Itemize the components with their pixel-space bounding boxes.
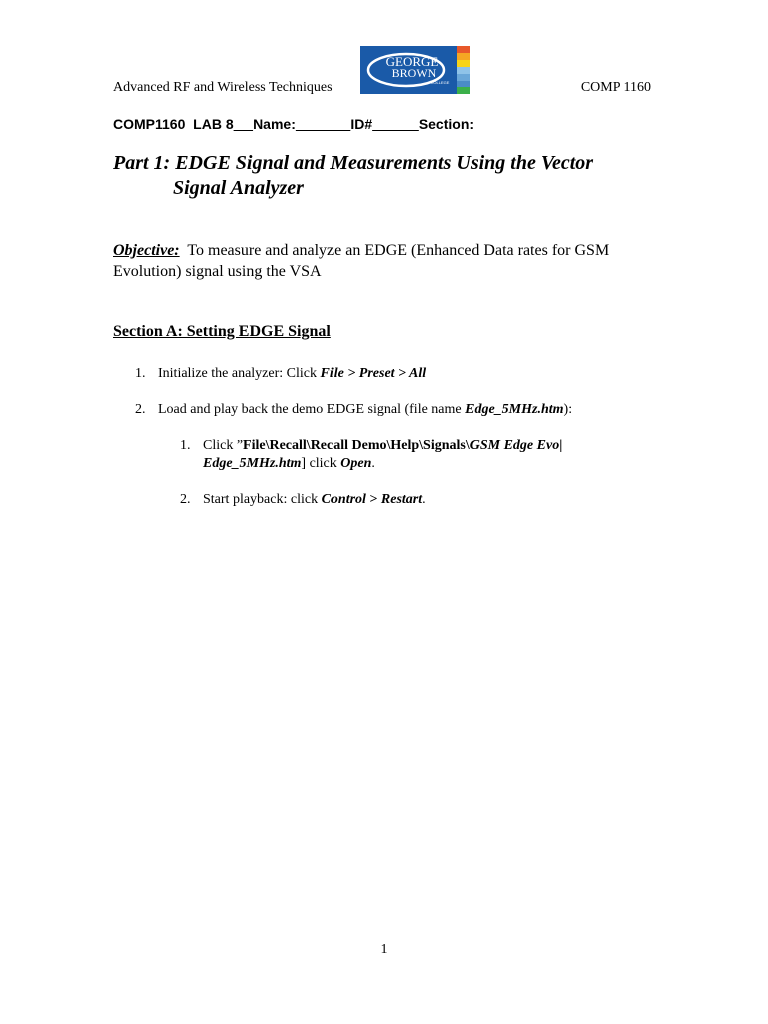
- part-title-line2: Signal Analyzer: [173, 177, 304, 199]
- lab-info-line: [113, 116, 474, 132]
- item-text: Load and play back the demo EDGE signal (file name: [158, 402, 466, 417]
- svg-text:GEORGE: GEORGE: [385, 54, 439, 69]
- objective-text: To measure and analyze an EDGE (Enhanced Data rates for GSM Evolution) signal using the VSA: [113, 242, 610, 280]
- item-number: 1.: [135, 366, 146, 381]
- path-separator: |: [559, 438, 563, 453]
- course-code: COMP 1160: [580, 80, 651, 95]
- list-item: [180, 491, 650, 509]
- course-name: Advanced RF and Wireless Techniques: [113, 80, 333, 95]
- part-title-line1: Part 1: EDGE Signal and Measurements Using the Vector: [113, 152, 594, 174]
- item-text: Click ”: [203, 438, 244, 453]
- restart-action: Restart: [380, 492, 423, 507]
- id-label: ID#: [350, 116, 373, 132]
- page-number: 1: [380, 942, 388, 957]
- file-name: Edge_5MHz.htm: [465, 402, 564, 417]
- section-label: Section:: [418, 116, 475, 132]
- menu-path: File > Preset > All: [320, 366, 427, 381]
- item-number: 2.: [135, 402, 146, 417]
- item-text: Initialize the analyzer: Click: [158, 366, 321, 381]
- svg-text:COLLEGE: COLLEGE: [430, 80, 450, 85]
- open-action: Open: [340, 456, 372, 471]
- section-a-heading: Section A: Setting EDGE Signal: [113, 323, 331, 340]
- item-text-end: .: [422, 492, 426, 507]
- objective-label: Objective:: [113, 242, 180, 259]
- item-number: 2.: [180, 492, 191, 507]
- list-item: [135, 365, 655, 383]
- file-name: Edge_5MHz.htm: [203, 456, 302, 471]
- list-item: [180, 437, 650, 473]
- item-number: 1.: [180, 438, 191, 453]
- menu-separator: >: [365, 492, 381, 507]
- control-menu: Control: [321, 492, 366, 507]
- objective-paragraph: [113, 240, 653, 282]
- item-text: Start playback: click: [203, 492, 322, 507]
- lab-number: COMP1160 LAB 8: [113, 116, 234, 132]
- item-text-end: ):: [563, 402, 573, 417]
- folder-name: GSM Edge Evo: [469, 438, 560, 453]
- george-brown-logo: [360, 46, 470, 94]
- recall-path: File\Recall\Recall Demo\Help\Signals\: [243, 438, 470, 453]
- name-label: Name:: [253, 116, 296, 132]
- svg-text:BROWN: BROWN: [391, 66, 437, 80]
- part-title: [113, 151, 593, 201]
- item-text-middle: ] click: [301, 456, 341, 471]
- item-text-end: .: [371, 456, 375, 471]
- list-item: [135, 401, 655, 419]
